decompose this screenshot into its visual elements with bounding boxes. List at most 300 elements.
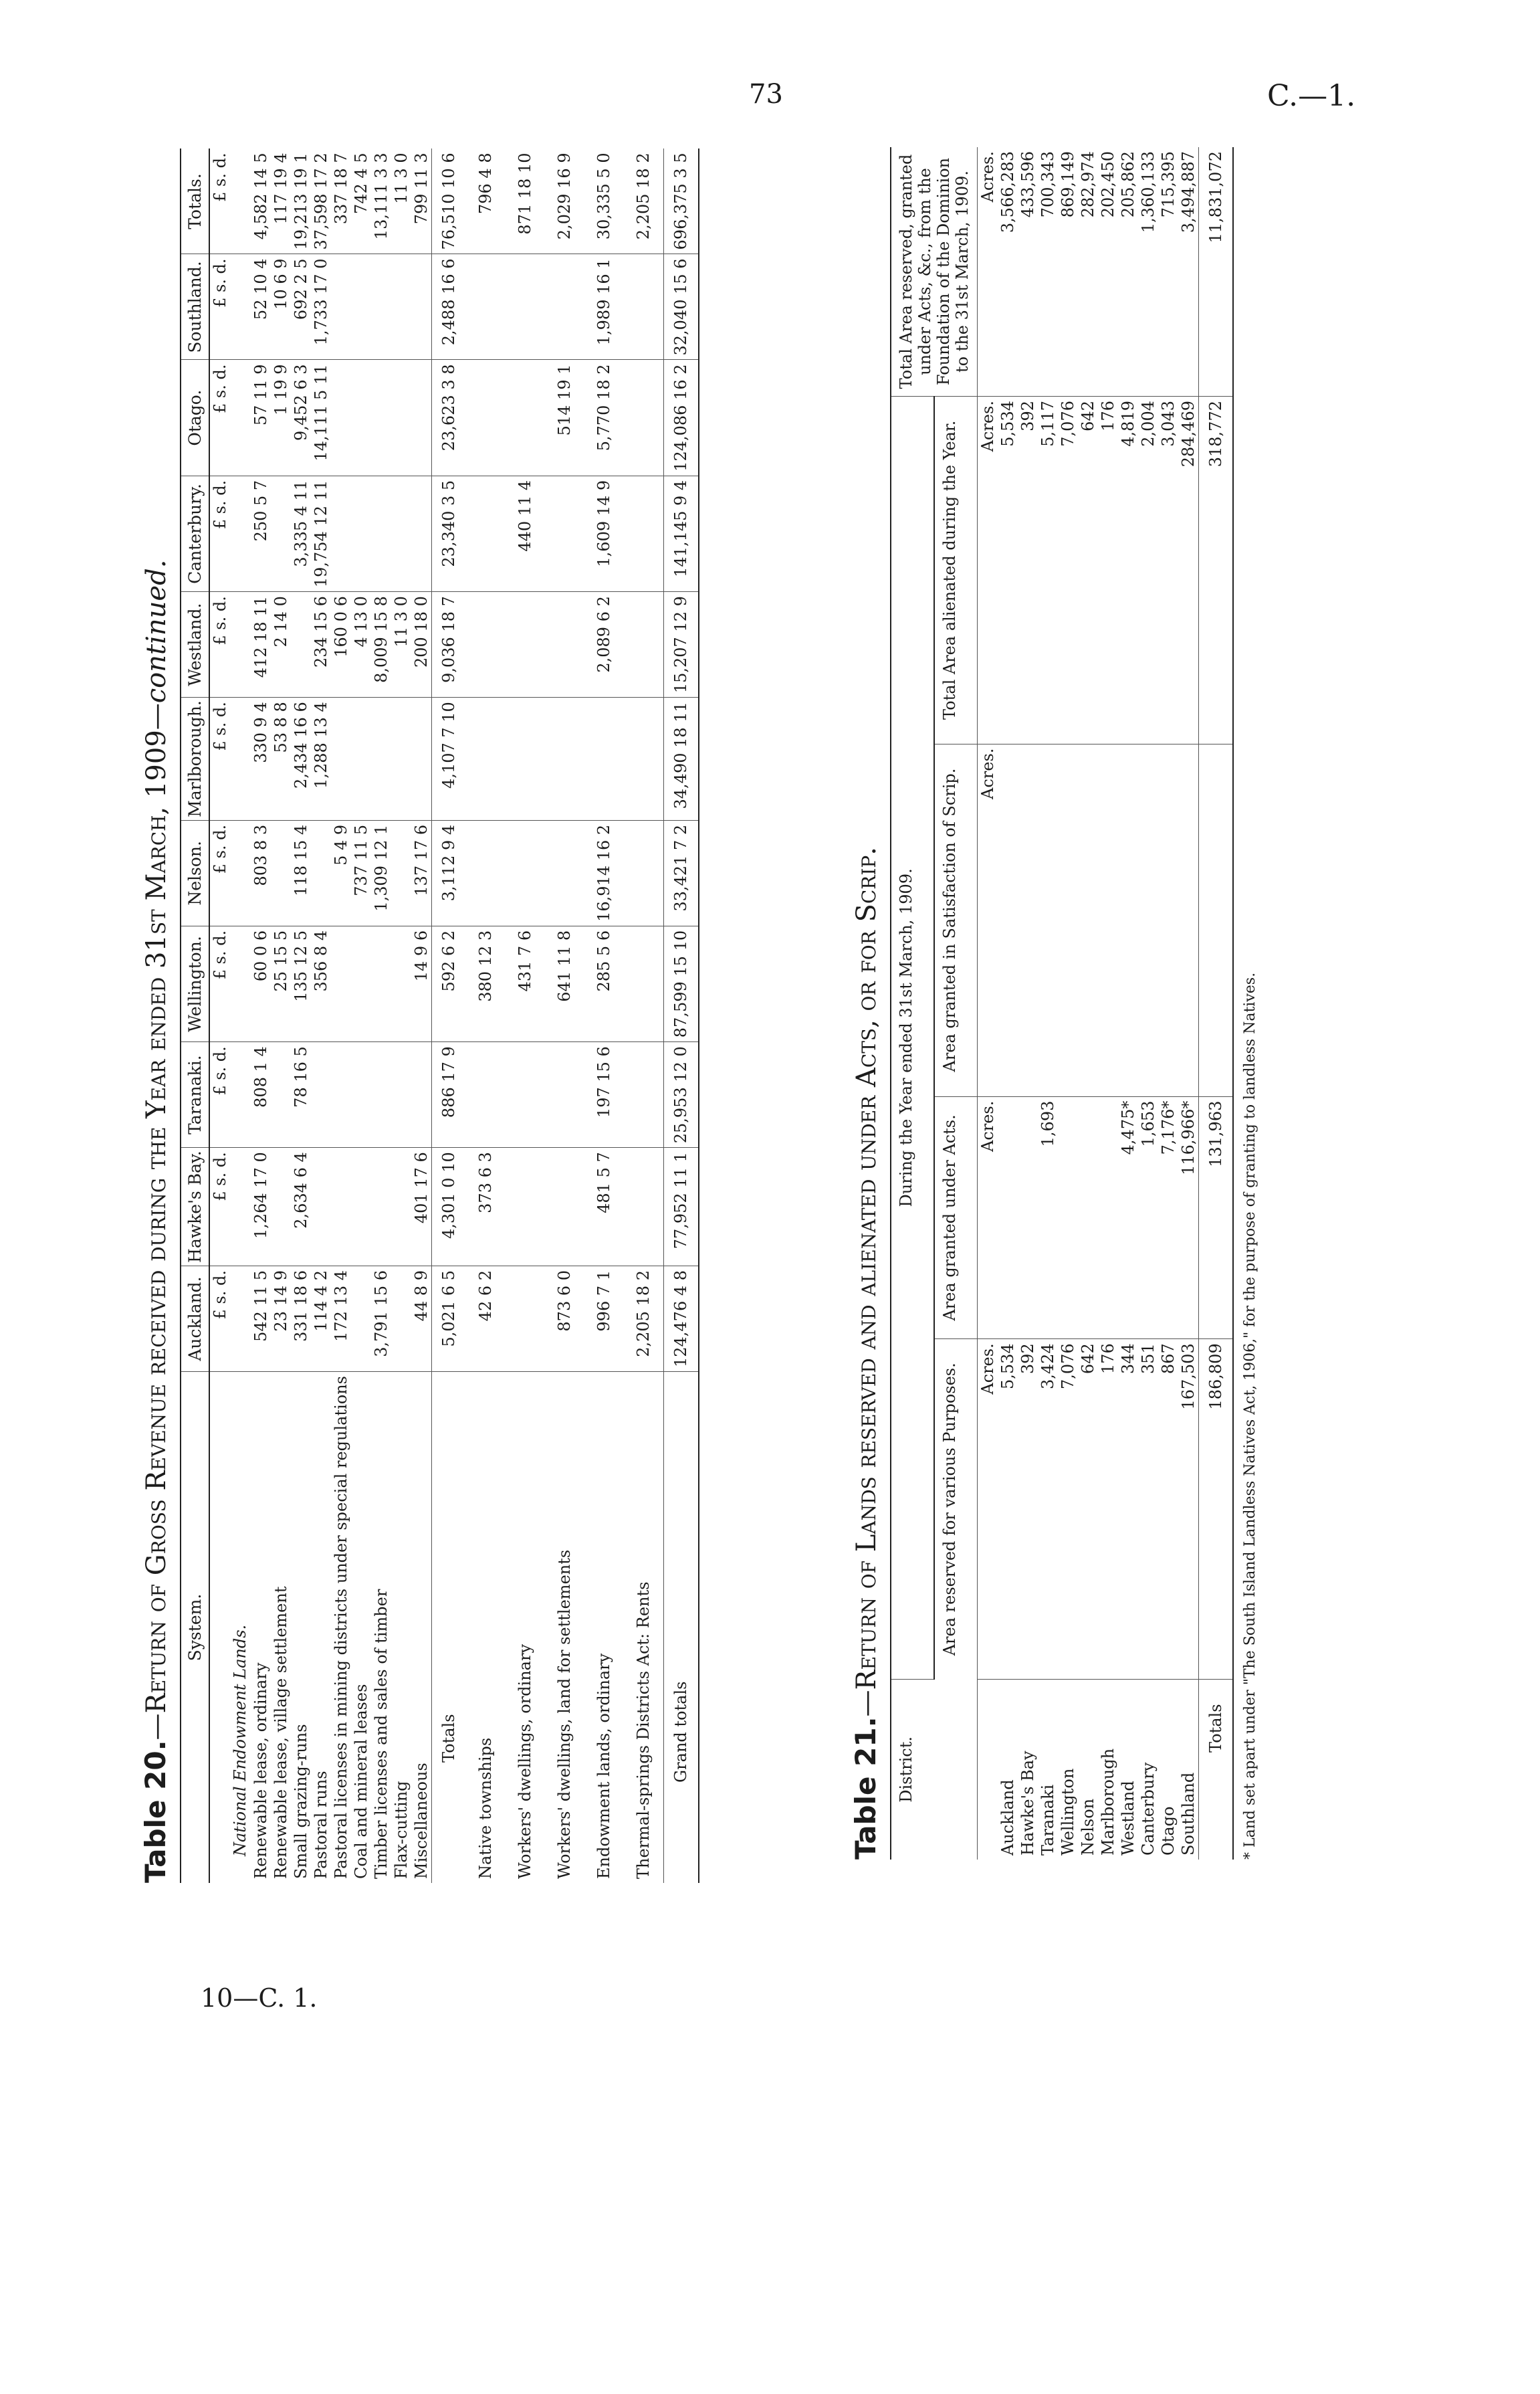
value-cell <box>624 820 664 926</box>
value-cell <box>351 698 371 821</box>
table-row <box>466 148 506 1883</box>
table-21-header-reserved: Area reserved for various Purposes. <box>934 1339 977 1679</box>
section-title: National Endowment Lands. <box>231 1624 249 1856</box>
table-21-header-district: District. <box>891 1679 978 1860</box>
table-row <box>1118 147 1138 1860</box>
totals-cell <box>1199 744 1234 1096</box>
value-cell: 7,076 <box>1058 397 1078 744</box>
value-cell: 2,634 6 4 <box>291 1148 311 1266</box>
value-cell: 1,609 14 9 <box>584 476 624 591</box>
table-21-group-row <box>891 147 934 1860</box>
totals-cell: 4,107 7 10 <box>432 698 467 821</box>
value-cell: 3,566,283 <box>998 147 1018 397</box>
unit-cell: £ s. d. <box>209 698 230 821</box>
district-label: Taranaki <box>1038 1784 1057 1856</box>
value-cell <box>411 1042 432 1148</box>
value-cell: 176 <box>1098 397 1118 744</box>
value-cell <box>271 820 291 926</box>
value-cell <box>1018 744 1038 1096</box>
value-cell: 1,360,133 <box>1138 147 1158 397</box>
value-cell <box>624 698 664 821</box>
value-cell: 1,693 <box>1038 1096 1058 1339</box>
column-header: Otago. <box>181 360 209 476</box>
value-cell <box>1078 1096 1098 1339</box>
value-cell <box>411 254 432 360</box>
value-cell: 796 4 8 <box>466 148 506 254</box>
value-cell <box>311 820 331 926</box>
value-cell <box>331 476 351 591</box>
value-cell <box>391 698 411 821</box>
totals-row <box>1199 147 1234 1860</box>
district-label: Westland <box>1119 1781 1137 1856</box>
unit-cell: £ s. d. <box>209 926 230 1041</box>
value-cell: 205,862 <box>1118 147 1138 397</box>
unit-cell: £ s. d. <box>209 476 230 591</box>
value-cell: 380 12 3 <box>466 926 506 1041</box>
empty-cell <box>230 254 251 360</box>
table-row <box>251 148 271 1883</box>
table-20-header-row <box>181 148 209 1883</box>
value-cell: 692 2 5 <box>291 254 311 360</box>
value-cell <box>311 1148 331 1266</box>
value-cell <box>271 476 291 591</box>
value-cell <box>1098 1096 1118 1339</box>
value-cell: 3,043 <box>1158 397 1178 744</box>
value-cell <box>1158 744 1178 1096</box>
value-cell: 60 0 6 <box>251 926 271 1041</box>
value-cell: 700,343 <box>1038 147 1058 397</box>
unit-cell: Acres. <box>978 147 998 397</box>
value-cell <box>506 592 545 698</box>
value-cell <box>391 1148 411 1266</box>
value-cell: 197 15 6 <box>584 1042 624 1148</box>
value-cell: 284,469 <box>1178 397 1199 744</box>
empty-cell <box>230 926 251 1041</box>
value-cell <box>391 1042 411 1148</box>
value-cell: 351 <box>1138 1339 1158 1679</box>
empty-cell <box>230 1148 251 1266</box>
value-cell <box>371 1042 391 1148</box>
value-cell <box>506 1042 545 1148</box>
value-cell <box>351 360 371 476</box>
value-cell: 57 11 9 <box>251 360 271 476</box>
column-header: Auckland. <box>181 1266 209 1371</box>
value-cell: 14,111 5 11 <box>311 360 331 476</box>
value-cell: 873 6 0 <box>545 1266 584 1371</box>
row-label: Pastoral runs <box>312 1771 330 1879</box>
value-cell <box>624 592 664 698</box>
totals-cell: 23,340 3 5 <box>432 476 467 591</box>
totals-row <box>432 148 467 1883</box>
value-cell <box>624 476 664 591</box>
unit-cell: £ s. d. <box>209 592 230 698</box>
value-cell <box>466 476 506 591</box>
totals-label: Totals <box>1199 1679 1234 1860</box>
value-cell: 4 13 0 <box>351 592 371 698</box>
totals-cell: 76,510 10 6 <box>432 148 467 254</box>
totals-cell: 5,021 6 5 <box>432 1266 467 1371</box>
value-cell <box>271 1042 291 1148</box>
table-row <box>998 147 1018 1860</box>
value-cell: 160 0 6 <box>331 592 351 698</box>
value-cell: 5,117 <box>1038 397 1058 744</box>
value-cell: 42 6 2 <box>466 1266 506 1371</box>
grand-totals-cell: 15,207 12 9 <box>664 592 699 698</box>
value-cell: 715,395 <box>1158 147 1178 397</box>
value-cell <box>411 360 432 476</box>
value-cell: 9,452 6 3 <box>291 360 311 476</box>
value-cell <box>411 698 432 821</box>
row-label: Renewable lease, ordinary <box>251 1662 270 1879</box>
value-cell: 53 8 8 <box>271 698 291 821</box>
table-row <box>271 148 291 1883</box>
unit-cell: £ s. d. <box>209 1148 230 1266</box>
value-cell: 4,819 <box>1118 397 1138 744</box>
value-cell <box>391 254 411 360</box>
empty-cell <box>230 360 251 476</box>
table-row <box>1158 147 1178 1860</box>
row-label: Pastoral licenses in mining districts under special regulations <box>332 1376 350 1879</box>
unit-cell: Acres. <box>978 1339 998 1679</box>
value-cell <box>371 360 391 476</box>
table-21-header-cumulative: Total Area reserved, granted under Acts, &c., from the Foundation of the Dominion to the 31st March, 1909. <box>891 147 978 397</box>
value-cell: 52 10 4 <box>251 254 271 360</box>
value-cell <box>351 254 371 360</box>
table-21-body <box>978 147 1234 1860</box>
grand-totals-cell: 32,040 15 6 <box>664 254 699 360</box>
table-row <box>311 148 331 1883</box>
value-cell: 118 15 4 <box>291 820 311 926</box>
value-cell <box>1058 744 1078 1096</box>
table-21-title-text: —Return of Lands reserved and alienated under Acts, or for Scrip. <box>851 847 882 1717</box>
table-row <box>411 148 432 1883</box>
value-cell: 23 14 9 <box>271 1266 291 1371</box>
table-21-header-scrip: Area granted in Satisfaction of Scrip. <box>934 744 977 1096</box>
row-label: Thermal-springs Districts Act: Rents <box>634 1581 653 1879</box>
value-cell: 1,653 <box>1138 1096 1158 1339</box>
column-header: Hawke's Bay. <box>181 1148 209 1266</box>
row-label: Small grazing-runs <box>292 1724 310 1879</box>
value-cell: 3,494,887 <box>1178 147 1199 397</box>
value-cell: 1,309 12 1 <box>371 820 391 926</box>
value-cell <box>1178 744 1199 1096</box>
value-cell <box>1098 744 1118 1096</box>
column-header: Totals. <box>181 148 209 254</box>
value-cell <box>351 1148 371 1266</box>
value-cell <box>506 254 545 360</box>
value-cell <box>466 820 506 926</box>
row-label: Native townships <box>476 1737 495 1879</box>
value-cell <box>466 1042 506 1148</box>
table-row <box>1038 147 1058 1860</box>
row-label: Miscellaneous <box>412 1763 431 1879</box>
value-cell: 117 19 4 <box>271 148 291 254</box>
grand-totals-label: Grand totals <box>664 1372 699 1883</box>
value-cell: 200 18 0 <box>411 592 432 698</box>
value-cell: 19,213 19 1 <box>291 148 311 254</box>
value-cell: 514 19 1 <box>545 360 584 476</box>
value-cell <box>466 592 506 698</box>
value-cell: 2,029 16 9 <box>545 148 584 254</box>
unit-cell <box>209 1372 230 1883</box>
value-cell <box>1078 744 1098 1096</box>
unit-cell: Acres. <box>978 397 998 744</box>
units-row <box>978 147 998 1860</box>
unit-cell: £ s. d. <box>209 820 230 926</box>
value-cell: 30,335 5 0 <box>584 148 624 254</box>
value-cell: 1,989 16 1 <box>584 254 624 360</box>
value-cell <box>351 1266 371 1371</box>
column-header: Southland. <box>181 254 209 360</box>
value-cell <box>351 926 371 1041</box>
value-cell: 1,288 13 4 <box>311 698 331 821</box>
value-cell <box>391 476 411 591</box>
value-cell: 642 <box>1078 1339 1098 1679</box>
row-label: Coal and mineral leases <box>352 1684 370 1879</box>
value-cell: 867 <box>1158 1339 1178 1679</box>
value-cell: 440 11 4 <box>506 476 545 591</box>
value-cell <box>411 476 432 591</box>
value-cell: 542 11 5 <box>251 1266 271 1371</box>
value-cell: 11 3 0 <box>391 592 411 698</box>
value-cell <box>291 592 311 698</box>
table-21-header-row <box>934 147 977 1860</box>
value-cell <box>371 926 391 1041</box>
district-label: Marlborough <box>1099 1748 1117 1856</box>
value-cell: 8,009 15 8 <box>371 592 391 698</box>
value-cell: 641 11 8 <box>545 926 584 1041</box>
value-cell: 250 5 7 <box>251 476 271 591</box>
unit-cell: £ s. d. <box>209 360 230 476</box>
value-cell: 167,503 <box>1178 1339 1199 1679</box>
table-row <box>291 148 311 1883</box>
empty-cell <box>230 820 251 926</box>
value-cell <box>506 360 545 476</box>
table-21-block <box>849 147 1464 1860</box>
column-header: Nelson. <box>181 820 209 926</box>
value-cell: 19,754 12 11 <box>311 476 331 591</box>
value-cell <box>331 926 351 1041</box>
value-cell: 78 16 5 <box>291 1042 311 1148</box>
value-cell <box>506 1148 545 1266</box>
value-cell <box>331 698 351 821</box>
table-21-group-header: During the Year ended 31st March, 1909. <box>891 397 934 1680</box>
value-cell: 285 5 6 <box>584 926 624 1041</box>
grand-totals-cell: 77,952 11 1 <box>664 1148 699 1266</box>
table-row <box>506 148 545 1883</box>
column-header: Wellington. <box>181 926 209 1041</box>
column-header: Taranaki. <box>181 1042 209 1148</box>
totals-cell: 592 6 2 <box>432 926 467 1041</box>
unit-cell: Acres. <box>978 1096 998 1339</box>
value-cell: 114 4 2 <box>311 1266 331 1371</box>
value-cell <box>506 698 545 821</box>
value-cell <box>391 820 411 926</box>
unit-cell: Acres. <box>978 744 998 1096</box>
value-cell <box>624 254 664 360</box>
value-cell: 11 3 0 <box>391 148 411 254</box>
value-cell: 5 4 9 <box>331 820 351 926</box>
totals-cell: 886 17 9 <box>432 1042 467 1148</box>
value-cell: 2 14 0 <box>271 592 291 698</box>
value-cell <box>351 1042 371 1148</box>
units-row <box>209 148 230 1883</box>
value-cell <box>466 360 506 476</box>
value-cell: 10 6 9 <box>271 254 291 360</box>
value-cell: 344 <box>1118 1339 1138 1679</box>
empty-cell <box>230 148 251 254</box>
value-cell <box>391 360 411 476</box>
value-cell <box>545 820 584 926</box>
value-cell <box>1138 744 1158 1096</box>
unit-cell: £ s. d. <box>209 1042 230 1148</box>
value-cell <box>466 254 506 360</box>
table-21-title <box>849 147 882 1860</box>
totals-cell: 23,623 3 8 <box>432 360 467 476</box>
value-cell: 996 7 1 <box>584 1266 624 1371</box>
value-cell: 373 6 3 <box>466 1148 506 1266</box>
grand-totals-cell: 34,490 18 11 <box>664 698 699 821</box>
value-cell: 337 18 7 <box>331 148 351 254</box>
value-cell <box>1118 744 1138 1096</box>
district-label: Hawke's Bay <box>1018 1751 1037 1856</box>
totals-cell: 3,112 9 4 <box>432 820 467 926</box>
totals-cell: 4,301 0 10 <box>432 1148 467 1266</box>
column-header-system: System. <box>181 1372 209 1883</box>
unit-cell <box>978 1679 998 1860</box>
value-cell <box>371 1148 391 1266</box>
value-cell: 642 <box>1078 397 1098 744</box>
grand-totals-cell: 696,375 3 5 <box>664 148 699 254</box>
row-label: Renewable lease, village settlement <box>271 1586 290 1879</box>
district-label: Canterbury <box>1139 1762 1158 1856</box>
table-row <box>1058 147 1078 1860</box>
value-cell <box>545 1148 584 1266</box>
unit-cell: £ s. d. <box>209 1266 230 1371</box>
value-cell: 5,534 <box>998 397 1018 744</box>
table-21-footnote: * Land set apart under "The South Island Landless Natives Act, 1906," for the purpose of granting to landless Natives. <box>1242 972 1258 1860</box>
value-cell: 431 7 6 <box>506 926 545 1041</box>
value-cell: 1,264 17 0 <box>251 1148 271 1266</box>
value-cell: 1 19 9 <box>271 360 291 476</box>
table-20-title <box>139 157 172 1883</box>
grand-totals-cell: 141,145 9 4 <box>664 476 699 591</box>
value-cell: 135 12 5 <box>291 926 311 1041</box>
value-cell: 14 9 6 <box>411 926 432 1041</box>
grand-totals-cell: 25,953 12 0 <box>664 1042 699 1148</box>
value-cell: 202,450 <box>1098 147 1118 397</box>
district-label: Otago <box>1159 1806 1178 1856</box>
table-row <box>1178 147 1199 1860</box>
table-20-block <box>139 153 828 1883</box>
value-cell: 808 1 4 <box>251 1042 271 1148</box>
value-cell <box>311 1042 331 1148</box>
grand-totals-row <box>664 148 699 1883</box>
table-row <box>624 148 664 1883</box>
empty-cell <box>230 1042 251 1148</box>
unit-cell: £ s. d. <box>209 148 230 254</box>
value-cell <box>545 698 584 821</box>
value-cell: 4,475* <box>1118 1096 1138 1339</box>
value-cell <box>391 1266 411 1371</box>
table-row <box>1018 147 1038 1860</box>
value-cell <box>331 360 351 476</box>
empty-cell <box>230 698 251 821</box>
value-cell: 44 8 9 <box>411 1266 432 1371</box>
value-cell: 392 <box>1018 397 1038 744</box>
value-cell: 7,076 <box>1058 1339 1078 1679</box>
table-20 <box>180 148 699 1883</box>
value-cell <box>1018 1096 1038 1339</box>
value-cell: 2,089 6 2 <box>584 592 624 698</box>
district-label: Southland <box>1179 1772 1198 1856</box>
grand-totals-cell: 124,476 4 8 <box>664 1266 699 1371</box>
totals-label: Totals <box>432 1372 467 1883</box>
grand-totals-cell: 33,421 7 2 <box>664 820 699 926</box>
column-header: Canterbury. <box>181 476 209 591</box>
value-cell <box>331 254 351 360</box>
value-cell <box>545 476 584 591</box>
table-row <box>545 148 584 1883</box>
value-cell: 433,596 <box>1018 147 1038 397</box>
value-cell: 356 8 4 <box>311 926 331 1041</box>
totals-cell: 186,809 <box>1199 1339 1234 1679</box>
value-cell: 330 9 4 <box>251 698 271 821</box>
value-cell <box>998 1096 1018 1339</box>
value-cell: 5,770 18 2 <box>584 360 624 476</box>
empty-cell <box>230 592 251 698</box>
value-cell <box>545 1042 584 1148</box>
table-row <box>331 148 351 1883</box>
row-label: Endowment lands, ordinary <box>594 1653 613 1879</box>
value-cell: 1,733 17 0 <box>311 254 331 360</box>
table-20-body <box>209 148 699 1883</box>
table-row <box>1078 147 1098 1860</box>
document-reference: C.—1. <box>1267 79 1356 113</box>
value-cell <box>624 360 664 476</box>
value-cell <box>506 1266 545 1371</box>
value-cell <box>1058 1096 1078 1339</box>
value-cell <box>371 698 391 821</box>
value-cell: 282,974 <box>1078 147 1098 397</box>
table-row <box>584 148 624 1883</box>
table-21 <box>890 147 1234 1860</box>
unit-cell: £ s. d. <box>209 254 230 360</box>
district-label: Auckland <box>998 1779 1017 1856</box>
table-row <box>351 148 371 1883</box>
table-20-label: Table 20. <box>139 1740 172 1883</box>
page-number: 73 <box>749 79 783 110</box>
value-cell: 401 17 6 <box>411 1148 432 1266</box>
value-cell: 234 15 6 <box>311 592 331 698</box>
value-cell <box>331 1148 351 1266</box>
table-20-title-cont: continued. <box>141 559 172 704</box>
value-cell: 742 4 5 <box>351 148 371 254</box>
section-title-row <box>230 148 251 1883</box>
totals-cell: 318,772 <box>1199 397 1234 744</box>
value-cell: 799 11 3 <box>411 148 432 254</box>
value-cell: 3,424 <box>1038 1339 1058 1679</box>
value-cell <box>624 1042 664 1148</box>
value-cell <box>998 744 1018 1096</box>
value-cell: 737 11 5 <box>351 820 371 926</box>
value-cell <box>624 926 664 1041</box>
grand-totals-cell: 87,599 15 10 <box>664 926 699 1041</box>
value-cell <box>506 820 545 926</box>
value-cell <box>351 476 371 591</box>
value-cell <box>466 698 506 821</box>
value-cell: 5,534 <box>998 1339 1018 1679</box>
